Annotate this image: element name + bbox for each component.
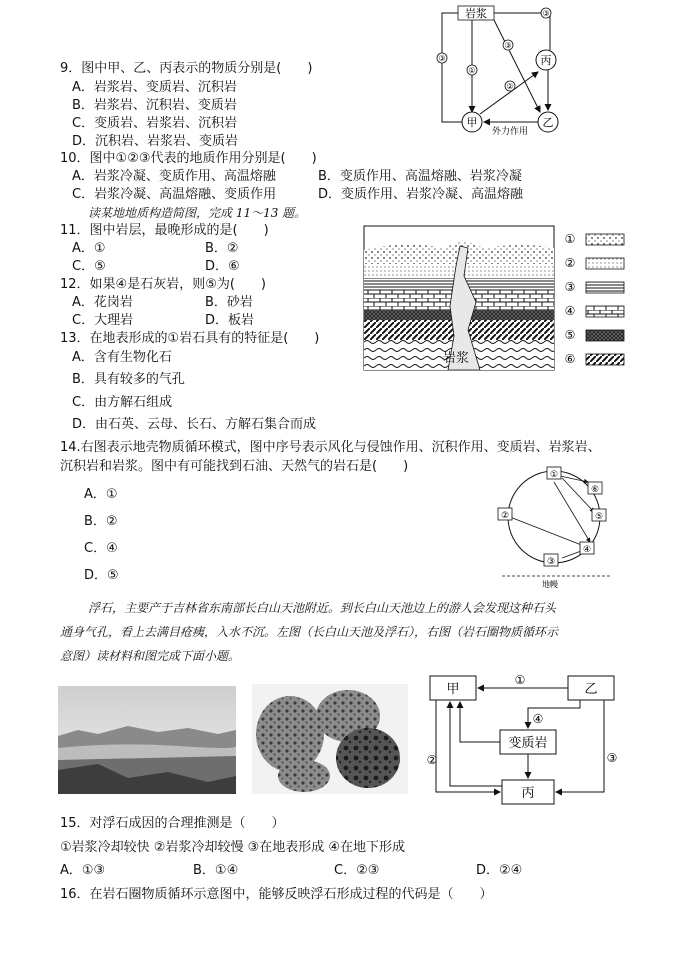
intro-11-13: 读某地地质构造简图，完成 11～13 题。 (88, 206, 307, 220)
photo-tianchi-lake (58, 686, 236, 794)
photo-pumice-stones (252, 684, 408, 794)
q12-option-d: D．板岩 (205, 313, 255, 328)
figure-geologic-section (364, 226, 554, 370)
fig4-label-2: ② (426, 753, 438, 767)
q11-stem: 11．图中岩层，最晚形成的是( ) (60, 223, 269, 238)
fig3-node-6: ⑥ (590, 485, 600, 495)
q13-option-c: C．由方解石组成 (72, 395, 173, 410)
fig1-label-3-diag: ③ (504, 41, 512, 50)
q14-option-d: D．⑤ (84, 568, 119, 583)
q14-line1: 14.右图表示地壳物质循环模式，图中序号表示风化与侵蚀作用、沉积作用、变质岩、岩浆岩、 (60, 440, 601, 455)
q9-stem: 9．图中甲、乙、丙表示的物质分别是( ) (60, 61, 313, 76)
legend-5-label: ⑤ (564, 328, 576, 342)
fig4-node-metamorphic: 变质岩 (508, 736, 548, 751)
fig1-node-yi: 乙 (542, 116, 554, 129)
fig3-node-4: ④ (582, 545, 592, 555)
fig3-ground-label: 地幔 (542, 580, 558, 589)
fig2-magma-label: 岩浆 (442, 351, 470, 366)
q12-stem: 12．如果④是石灰岩，则⑤为( ) (60, 277, 266, 292)
fig4-label-1: ① (514, 673, 526, 687)
figure-crust-cycle (492, 462, 622, 592)
legend-2-label: ② (564, 256, 576, 270)
q12-option-c: C．大理岩 (72, 313, 134, 328)
fig3-node-5: ⑤ (594, 512, 604, 522)
figure-lithosphere-cycle (420, 668, 640, 808)
fig4-node-jia: 甲 (446, 682, 460, 697)
legend-1-label: ① (564, 232, 576, 246)
q9-option-d: D．沉积岩、岩浆岩、变质岩 (72, 134, 239, 149)
q12-option-a: A．花岗岩 (72, 295, 133, 310)
figure-geologic-legend (560, 230, 630, 370)
q15-option-a: A．①③ (60, 863, 106, 878)
q10-stem: 10．图中①②③代表的地质作用分别是( ) (60, 151, 317, 166)
q9-option-a: A．岩浆岩、变质岩、沉积岩 (72, 80, 237, 95)
fig3-node-3: ③ (546, 557, 556, 567)
q14-option-a: A．① (84, 487, 118, 502)
fig4-node-yi: 乙 (584, 682, 598, 697)
q11-option-c: C．⑤ (72, 259, 106, 274)
q12-option-b: B．砂岩 (205, 295, 253, 310)
q15-stem: 15．对浮石成因的合理推测是（ ） (60, 816, 285, 831)
fig1-label-3-top: ③ (542, 9, 550, 18)
passage-line1: 浮石，主要产于吉林省东南部长白山天池附近。到长白山天池边上的游人会发现这种石头 (88, 601, 557, 615)
fig4-label-3: ③ (606, 751, 618, 765)
q11-option-a: A．① (72, 241, 106, 256)
fig1-caption: 外力作用 (491, 127, 529, 137)
q15-option-c: C．②③ (334, 863, 380, 878)
q9-option-b: B．岩浆岩、沉积岩、变质岩 (72, 98, 237, 113)
q10-option-a: A．岩浆冷凝、变质作用、高温熔融 (72, 169, 276, 184)
fig1-magma-label: 岩浆 (465, 7, 487, 20)
q10-option-c: C．岩浆冷凝、高温熔融、变质作用 (72, 187, 277, 202)
q15-statements: ①岩浆冷却较快 ②岩浆冷却较慢 ③在地表形成 ④在地下形成 (60, 840, 406, 855)
q11-option-d: D．⑥ (205, 259, 240, 274)
fig4-label-4: ④ (532, 712, 544, 726)
fig1-node-bing: 丙 (540, 54, 552, 67)
fig1-label-3-left: ③ (438, 54, 446, 63)
q16-stem: 16．在岩石圈物质循环示意图中，能够反映浮石形成过程的代码是（ ） (60, 887, 493, 902)
legend-6-label: ⑥ (564, 352, 576, 366)
fig4-node-bing: 丙 (521, 786, 535, 801)
q14-line2: 沉积岩和岩浆。图中有可能找到石油、天然气的岩石是( ) (60, 459, 409, 474)
fig3-node-2: ② (500, 511, 510, 521)
q13-option-d: D．由石英、云母、长石、方解石集合而成 (72, 417, 317, 432)
q14-option-c: C．④ (84, 541, 118, 556)
fig1-node-jia: 甲 (466, 116, 478, 129)
q13-option-b: B．具有较多的气孔 (72, 372, 185, 387)
q10-option-b: B．变质作用、高温熔融、岩浆冷凝 (318, 169, 522, 184)
legend-4-label: ④ (564, 304, 576, 318)
passage-line2: 通身气孔，看上去满目疮痍，入水不沉。左图（长白山天池及浮石），右图（岩石圈物质循环示 (60, 625, 559, 639)
legend-3-label: ③ (564, 280, 576, 294)
q9-option-c: C．变质岩、岩浆岩、沉积岩 (72, 116, 238, 131)
q15-option-b: B．①④ (193, 863, 239, 878)
passage-line3: 意图）读材料和图完成下面小题。 (60, 649, 241, 663)
q11-option-b: B．② (205, 241, 239, 256)
q13-stem: 13．在地表形成的①岩石具有的特征是( ) (60, 331, 320, 346)
q10-option-d: D．变质作用、岩浆冷凝、高温熔融 (318, 187, 524, 202)
fig1-label-2: ② (506, 82, 514, 91)
fig3-node-1: ① (549, 470, 559, 480)
q13-option-a: A．含有生物化石 (72, 350, 172, 365)
fig1-label-1: ① (468, 66, 476, 75)
figure-rock-cycle-1 (430, 0, 570, 140)
q14-option-b: B．② (84, 514, 118, 529)
q15-option-d: D．②④ (476, 863, 523, 878)
